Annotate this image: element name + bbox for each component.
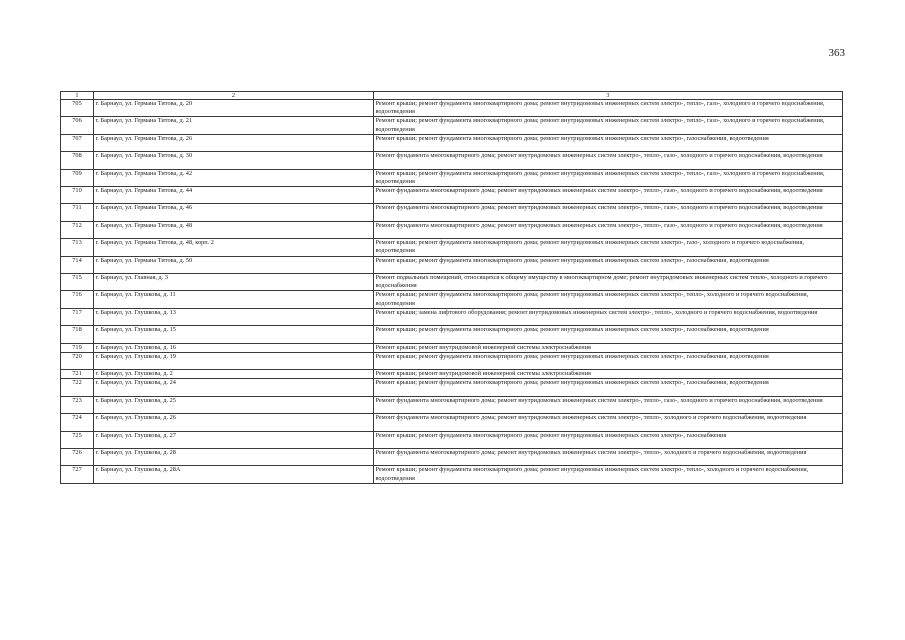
table-row [61, 291, 843, 308]
row-address: г. Барнаул, ул. Глушкова, д. 11 [94, 291, 374, 308]
row-address: г. Барнаул, ул. Глушкова, д. 27 [94, 431, 374, 448]
row-works: Ремонт фундамента многоквартирного дома; ремонт внутридомовых инженерных систем электро-, тепло-, газо-, холодного и горячего водоснабжения, водоотведения [374, 396, 843, 413]
table-row [61, 117, 843, 134]
row-number: 726 [61, 448, 94, 465]
row-address: г. Барнаул, ул. Глушкова, д. 15 [94, 326, 374, 343]
table-row [61, 343, 843, 352]
row-works: Ремонт крыши; ремонт фундамента многоквартирного дома; ремонт внутридомовых инженерных систем электро-, газоснабжения, водоотведения [374, 379, 843, 396]
row-works: Ремонт крыши; ремонт фундамента многоквартирного дома; ремонт внутридомовых инженерных систем электро-, газо-, холодного и горячего водоснабжения, водоотведения [374, 239, 843, 256]
row-works: Ремонт фундамента многоквартирного дома; ремонт внутридомовых инженерных систем электро-, тепло-, газо-, холодного и горячего водоснабжения, водоотведения [374, 204, 843, 221]
row-number: 715 [61, 273, 94, 290]
row-address: г. Барнаул, ул. Германа Титова, д. 44 [94, 187, 374, 204]
row-works: Ремонт фундамента многоквартирного дома; ремонт внутридомовых инженерных систем электро-, тепло-, газо-, холодного и горячего водоснабжения, водоотведения [374, 187, 843, 204]
row-address: г. Барнаул, ул. Германа Титова, д. 48, корп. 2 [94, 239, 374, 256]
row-address: г. Барнаул, ул. Глушкова, д. 13 [94, 308, 374, 325]
row-works: Ремонт крыши; ремонт фундамента многоквартирного дома; ремонт внутридомовых инженерных систем электро-, газоснабжения [374, 431, 843, 448]
row-number: 714 [61, 256, 94, 273]
row-works: Ремонт крыши; ремонт фундамента многоквартирного дома; ремонт внутридомовых инженерных систем электро-, тепло-, газо-, холодного и горячего водоснабжения, водоотведения [374, 169, 843, 186]
row-number: 708 [61, 152, 94, 169]
row-number: 723 [61, 396, 94, 413]
row-number: 717 [61, 308, 94, 325]
table-row [61, 352, 843, 369]
table-row [61, 396, 843, 413]
row-address: г. Барнаул, ул. Главная, д. 3 [94, 273, 374, 290]
row-address: г. Барнаул, ул. Германа Титова, д. 50 [94, 256, 374, 273]
row-address: г. Барнаул, ул. Глушкова, д. 28 [94, 448, 374, 465]
row-works: Ремонт фундамента многоквартирного дома; ремонт внутридомовых инженерных систем электро-, тепло-, газо-, холодного и горячего водоснабжения, водоотведения [374, 221, 843, 238]
row-address: г. Барнаул, ул. Глушкова, д. 16 [94, 343, 374, 352]
row-works: Ремонт фундамента многоквартирного дома; ремонт внутридомовых инженерных систем электро-, тепло-, холодного и горячего водоснабжения, водоотведения [374, 448, 843, 465]
table-row [61, 187, 843, 204]
row-number: 724 [61, 414, 94, 431]
row-address: г. Барнаул, ул. Глушкова, д. 2 [94, 370, 374, 379]
row-number: 710 [61, 187, 94, 204]
row-number: 720 [61, 352, 94, 369]
row-number: 706 [61, 117, 94, 134]
row-works: Ремонт крыши; ремонт внутридомовой инженерной системы электроснабжения [374, 343, 843, 352]
row-number: 713 [61, 239, 94, 256]
row-works: Ремонт подвальных помещений, относящихся к общему имуществу в многоквартирном доме; ремонт внутридомовых инженерных систем тепло-, холодного и горячего водоснабжения [374, 273, 843, 290]
row-works: Ремонт крыши; ремонт фундамента многоквартирного дома; ремонт внутридомовых инженерных систем электро-, тепло-, холодного и горячего водоснабжения, водоотведения [374, 466, 843, 483]
table-row [61, 273, 843, 290]
table-body [61, 100, 843, 484]
row-number: 707 [61, 134, 94, 151]
row-address: г. Барнаул, ул. Германа Титова, д. 21 [94, 117, 374, 134]
header-cell-number: 1 [61, 92, 94, 100]
row-address: г. Барнаул, ул. Германа Титова, д. 26 [94, 134, 374, 151]
table-row [61, 239, 843, 256]
row-number: 711 [61, 204, 94, 221]
page-number: 363 [828, 47, 845, 59]
row-works: Ремонт фундамента многоквартирного дома; ремонт внутридомовых инженерных систем электро-, тепло-, газо-, холодного и горячего водоснабжения, водоотведения [374, 152, 843, 169]
table-row [61, 134, 843, 151]
table-row [61, 204, 843, 221]
table-row [61, 431, 843, 448]
header-cell-address: 2 [94, 92, 374, 100]
row-address: г. Барнаул, ул. Германа Титова, д. 30 [94, 152, 374, 169]
row-number: 709 [61, 169, 94, 186]
row-address: г. Барнаул, ул. Глушкова, д. 26 [94, 414, 374, 431]
table-row [61, 326, 843, 343]
row-works: Ремонт крыши; ремонт фундамента многоквартирного дома; ремонт внутридомовых инженерных систем электро-, газоснабжения, водоотведения [374, 256, 843, 273]
table-row [61, 169, 843, 186]
header-cell-works: 3 [374, 92, 843, 100]
table-header [61, 92, 843, 100]
registry-table [60, 91, 843, 484]
row-number: 712 [61, 221, 94, 238]
row-works: Ремонт крыши; ремонт фундамента многоквартирного дома; ремонт внутридомовых инженерных систем электро-, газоснабжения, водоотведения [374, 326, 843, 343]
row-number: 716 [61, 291, 94, 308]
row-number: 727 [61, 466, 94, 483]
row-address: г. Барнаул, ул. Глушкова, д. 19 [94, 352, 374, 369]
row-works: Ремонт крыши; замена лифтового оборудования; ремонт внутридомовых инженерных систем электро-, тепло-, холодного и горячего водоснабжения, водоотведения [374, 308, 843, 325]
table-row [61, 379, 843, 396]
row-works: Ремонт крыши; ремонт фундамента многоквартирного дома; ремонт внутридомовых инженерных систем электро-, газоснабжения, водоотведения [374, 352, 843, 369]
row-number: 719 [61, 343, 94, 352]
table-row [61, 448, 843, 465]
header-row [61, 92, 843, 100]
row-works: Ремонт фундамента многоквартирного дома; ремонт внутридомовых инженерных систем электро-, тепло-, холодного и горячего водоснабжения, водоотведения [374, 414, 843, 431]
row-works: Ремонт крыши; ремонт фундамента многоквартирного дома; ремонт внутридомовых инженерных систем электро-, тепло-, газо-, холодного и горячего водоснабжения, водоотведения [374, 117, 843, 134]
table-row [61, 466, 843, 483]
row-number: 705 [61, 100, 94, 117]
row-address: г. Барнаул, ул. Германа Титова, д. 46 [94, 204, 374, 221]
row-address: г. Барнаул, ул. Глушкова, д. 28А [94, 466, 374, 483]
table-row [61, 414, 843, 431]
row-address: г. Барнаул, ул. Глушкова, д. 25 [94, 396, 374, 413]
row-address: г. Барнаул, ул. Германа Титова, д. 48 [94, 221, 374, 238]
row-works: Ремонт крыши; ремонт внутридомовой инженерной системы электроснабжения [374, 370, 843, 379]
table-row [61, 370, 843, 379]
table-row [61, 308, 843, 325]
row-number: 718 [61, 326, 94, 343]
table-row [61, 152, 843, 169]
row-works: Ремонт крыши; ремонт фундамента многоквартирного дома; ремонт внутридомовых инженерных систем электро-, тепло-, холодного и горячего водоснабжения, водоотведения [374, 291, 843, 308]
row-number: 721 [61, 370, 94, 379]
table-row [61, 221, 843, 238]
row-works: Ремонт крыши; ремонт фундамента многоквартирного дома; ремонт внутридомовых инженерных систем электро-, тепло-, газо-, холодного и горячего водоснабжения, водоотведения [374, 100, 843, 117]
table-row [61, 256, 843, 273]
row-address: г. Барнаул, ул. Германа Титова, д. 20 [94, 100, 374, 117]
row-address: г. Барнаул, ул. Глушкова, д. 24 [94, 379, 374, 396]
row-address: г. Барнаул, ул. Германа Титова, д. 42 [94, 169, 374, 186]
table-row [61, 100, 843, 117]
row-number: 725 [61, 431, 94, 448]
row-works: Ремонт крыши; ремонт фундамента многоквартирного дома; ремонт внутридомовых инженерных систем электро-, газоснабжения, водоотведения [374, 134, 843, 151]
row-number: 722 [61, 379, 94, 396]
